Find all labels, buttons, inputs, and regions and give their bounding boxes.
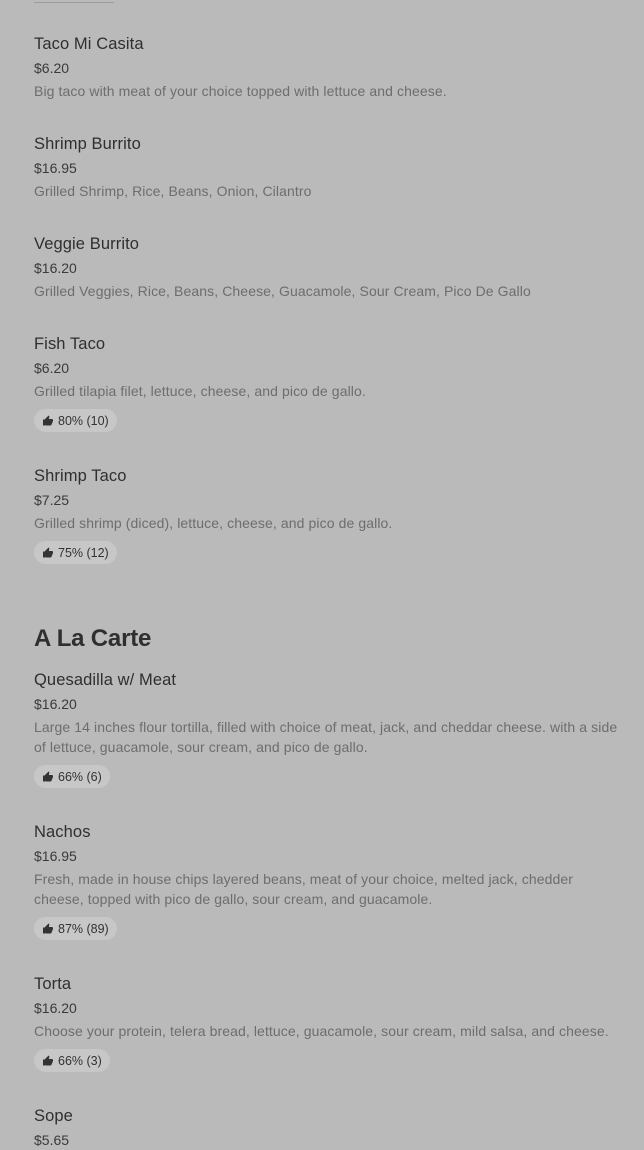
item-name: Shrimp Taco <box>34 467 127 485</box>
item-name: Torta <box>34 975 72 993</box>
thumbs-up-icon <box>42 547 54 559</box>
rating-badge <box>34 765 110 788</box>
menu-item[interactable] <box>34 34 618 101</box>
item-price: $5.65 <box>34 1132 70 1148</box>
item-price: $16.20 <box>34 696 77 712</box>
item-name: Nachos <box>34 823 91 841</box>
menu-item[interactable] <box>34 466 618 564</box>
rating-text: 80% (10) <box>58 413 109 428</box>
item-price: $16.20 <box>34 1000 77 1016</box>
item-price: $6.20 <box>34 60 70 76</box>
thumbs-up-icon <box>42 771 54 783</box>
menu-item[interactable] <box>34 234 618 301</box>
item-description: Choose your protein, telera bread, lettuce, guacamole, sour cream, mild salsa, and cheese. <box>34 1023 609 1039</box>
item-description: Grilled Shrimp, Rice, Beans, Onion, Cilantro <box>34 183 312 199</box>
item-price: $6.20 <box>34 360 70 376</box>
previous-item-edge <box>34 0 114 3</box>
item-name: Shrimp Burrito <box>34 135 141 153</box>
section-title-a-la-carte: A La Carte <box>34 625 152 652</box>
thumbs-up-icon <box>42 1055 54 1067</box>
item-description: Large 14 inches flour tortilla, filled with choice of meat, jack, and cheddar cheese. with a side of lettuce, guacamole, sour cream, and pico de gallo. <box>34 719 618 755</box>
item-price: $16.95 <box>34 848 77 864</box>
rating-text: 75% (12) <box>58 545 109 560</box>
thumbs-up-icon <box>42 923 54 935</box>
rating-text: 66% (6) <box>58 769 102 784</box>
rating-badge <box>34 1049 110 1072</box>
item-name: Fish Taco <box>34 335 106 353</box>
rating-badge <box>34 917 117 940</box>
item-description: Big taco with meat of your choice topped with lettuce and cheese. <box>34 83 447 99</box>
item-name: Quesadilla w/ Meat <box>34 671 177 689</box>
rating-badge <box>34 541 117 564</box>
item-price: $16.95 <box>34 160 77 176</box>
thumbs-up-icon <box>42 415 54 427</box>
item-name: Veggie Burrito <box>34 235 140 253</box>
menu-item[interactable] <box>34 974 618 1072</box>
item-description: Grilled Veggies, Rice, Beans, Cheese, Guacamole, Sour Cream, Pico De Gallo <box>34 283 531 299</box>
item-price: $7.25 <box>34 492 70 508</box>
item-description: Grilled shrimp (diced), lettuce, cheese, and pico de gallo. <box>34 515 393 531</box>
item-price: $16.20 <box>34 260 77 276</box>
item-description: Grilled tilapia filet, lettuce, cheese, and pico de gallo. <box>34 383 366 399</box>
item-name: Sope <box>34 1107 73 1125</box>
menu-item[interactable] <box>34 822 618 940</box>
rating-badge <box>34 409 117 432</box>
menu-item[interactable] <box>34 1106 618 1149</box>
rating-text: 87% (89) <box>58 921 109 936</box>
menu-item[interactable] <box>34 334 618 432</box>
menu-item[interactable] <box>34 670 618 788</box>
item-description: Fresh, made in house chips layered beans, meat of your choice, melted jack, chedder cheese, topped with pico de gallo, sour cream, and guacamole. <box>34 871 574 907</box>
menu-item[interactable] <box>34 134 618 201</box>
rating-text: 66% (3) <box>58 1053 102 1068</box>
item-name: Taco Mi Casita <box>34 35 144 53</box>
